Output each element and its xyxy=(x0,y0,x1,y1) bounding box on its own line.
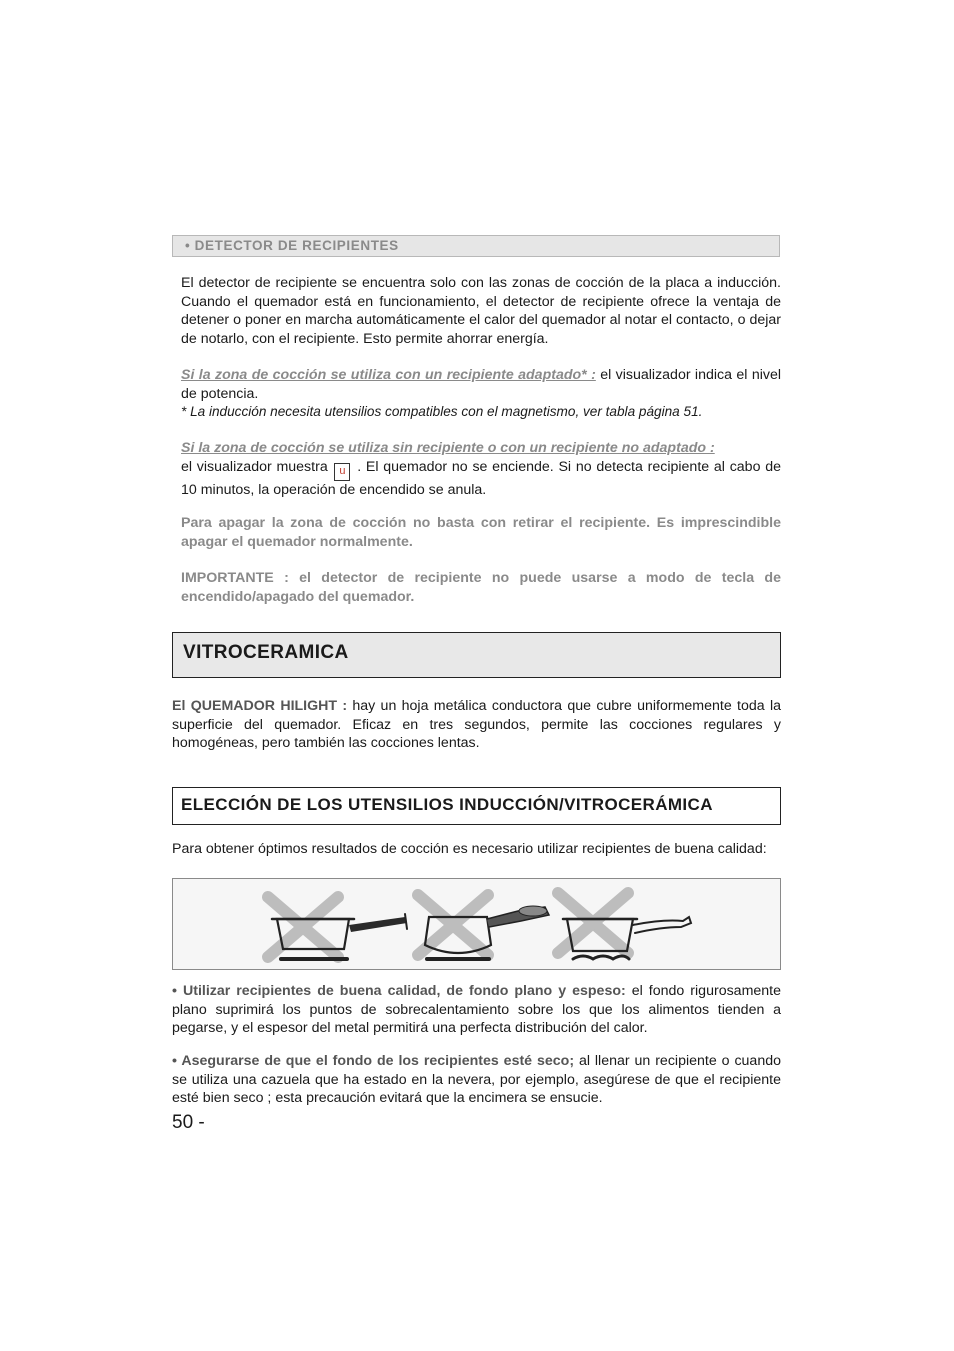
pot-crossed-icon xyxy=(418,895,549,959)
hilight-lead: El QUEMADOR HILIGHT : xyxy=(172,698,348,714)
dry-bottom-lead: • Asegurarse de que el fondo de los recipientes esté seco; xyxy=(172,1053,575,1069)
adapted-text: el visualizador indica el nivel de potencia. xyxy=(181,367,781,402)
no-pan-text-1: el visualizador muestra xyxy=(181,458,328,475)
switch-off-warning: Para apagar la zona de cocción no basta con retirar el recipiente. Es imprescindible apagar el quemador normalmente. xyxy=(181,515,781,550)
vitroceramica-title: VITROCERAMICA xyxy=(172,632,781,678)
eleccion-intro: Para obtener óptimos resultados de cocción es necesario utilizar recipientes de buena calidad: xyxy=(172,841,767,857)
pan-symbol-icon: u xyxy=(334,463,350,481)
hilight-paragraph xyxy=(172,697,781,753)
cookware-illustration xyxy=(172,878,781,970)
detector-adapted xyxy=(181,366,781,422)
adapted-heading: Si la zona de cocción se utiliza con un recipiente adaptado* : xyxy=(181,367,596,383)
good-quality-text: el fondo rigurosamente plano suprimirá los puntos de sobrecalentamiento sobre los que los alimentos tienden a pegarse, y el espesor del metal permitirá una perfecta distribución del calor. xyxy=(172,983,781,1036)
dry-bottom-text: al llenar un recipiente o cuando se utiliza una cazuela que ha estado en la nevera, por ejemplo, asegúrese de que el recipiente esté bien seco ; esta precaución evitará que la encimera se ensucie. xyxy=(172,1053,781,1106)
bullet-good-quality xyxy=(172,982,781,1038)
no-pan-heading: Si la zona de cocción se utiliza sin recipiente o con un recipiente no adaptado : xyxy=(181,440,715,456)
induction-note: * La inducción necesita utensilios compatibles con el magnetismo, ver tabla página 51. xyxy=(181,404,703,419)
hilight-text: hay un hoja metálica conductora que cubre uniformemente toda la superficie del quemador. Eficaz en tres segundos, permite las cocciones regulares y homogéneas, pero también las cocciones lentas. xyxy=(172,698,781,751)
pan-crossed-icon xyxy=(268,897,407,959)
cookware-drawing xyxy=(173,879,780,969)
detector-no-pan xyxy=(181,439,781,499)
saucepan-crossed-icon xyxy=(558,893,691,959)
good-quality-lead: • Utilizar recipientes de buena calidad, de fondo plano y espeso: xyxy=(172,983,626,999)
page-number: 50 - xyxy=(172,1112,205,1133)
detector-section-title: • DETECTOR DE RECIPIENTES xyxy=(172,235,780,257)
detector-intro: El detector de recipiente se encuentra solo con las zonas de cocción de la placa a inducción. Cuando el quemador está en funcionamiento, el detector de recipiente ofrece la ventaja de detener o poner en marcha automáticamente el calor del quemador al notar el contacto, o dejar de notarlo, con el recipiente. Esto permite ahorrar energía. xyxy=(181,275,781,347)
bullet-dry-bottom xyxy=(172,1052,781,1108)
no-pan-text-2: . El quemador no se enciende. Si no detecta recipiente al cabo de 10 minutos, la operación de encendido se anula. xyxy=(181,458,781,498)
important-note: IMPORTANTE : el detector de recipiente no puede usarse a modo de tecla de encendido/apagado del quemador. xyxy=(181,570,781,605)
eleccion-title: ELECCIÓN DE LOS UTENSILIOS INDUCCIÓN/VITROCERÁMICA xyxy=(172,787,781,825)
